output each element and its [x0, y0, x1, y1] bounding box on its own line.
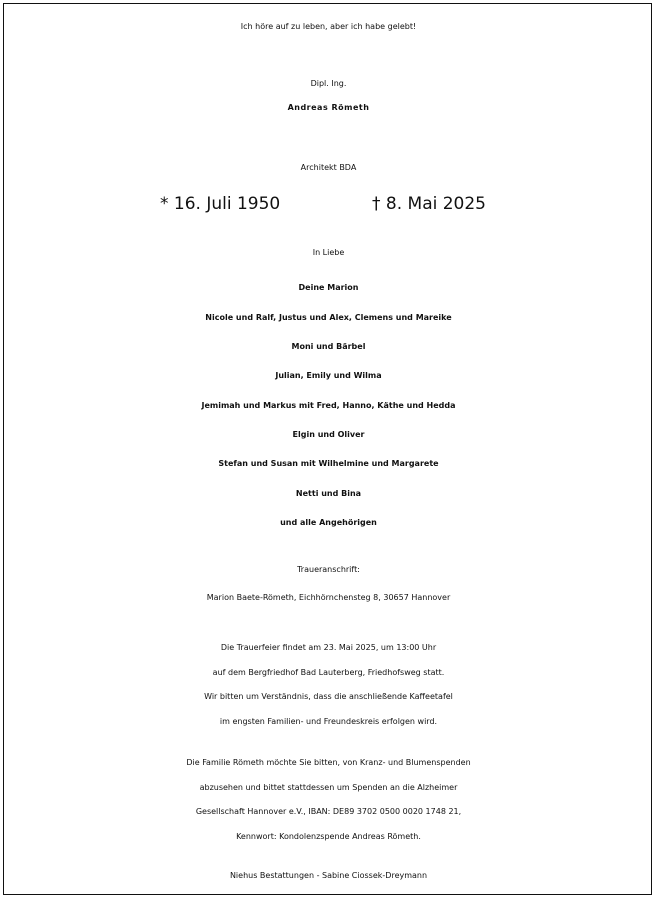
mourner-line: Elgin und Oliver	[292, 430, 365, 439]
donation-line: Gesellschaft Hannover e.V., IBAN: DE89 3702 0500 0020 1748 21,	[195, 807, 462, 816]
ceremony-line: Wir bitten um Verständnis, dass die anschließende Kaffeetafel	[204, 692, 453, 701]
birth-date: * 16. Juli 1950	[160, 194, 281, 214]
death-date: † 8. Mai 2025	[372, 194, 487, 214]
mourner-line: und alle Angehörigen	[280, 518, 377, 527]
academic-title: Dipl. Ing.	[310, 79, 347, 88]
profession: Architekt BDA	[300, 163, 357, 172]
ceremony-line: auf dem Bergfriedhof Bad Lauterberg, Friedhofsweg statt.	[212, 668, 445, 677]
funeral-home-footer: Niehus Bestattungen - Sabine Ciossek-Dreymann	[229, 871, 428, 880]
deceased-name: Andreas Römeth	[287, 103, 370, 112]
ceremony-line: im engsten Familien- und Freundeskreis erfolgen wird.	[219, 717, 438, 726]
address-label: Traueranschrift:	[297, 565, 360, 574]
ceremony-line: Die Trauerfeier findet am 23. Mai 2025, um 13:00 Uhr	[220, 643, 437, 652]
motto: Ich höre auf zu leben, aber ich habe gelebt!	[240, 22, 417, 31]
donation-line: Kennwort: Kondolenzspende Andreas Römeth.	[236, 832, 421, 841]
address-text: Marion Baete-Römeth, Eichhörnchensteg 8, 30657 Hannover	[206, 593, 451, 602]
mourner-line: Netti und Bina	[295, 489, 362, 498]
mourner-line: Stefan und Susan mit Wilhelmine und Margarete	[218, 459, 439, 468]
mourner-line: Julian, Emily und Wilma	[275, 371, 382, 380]
donation-line: abzusehen und bittet stattdessen um Spenden an die Alzheimer	[199, 783, 458, 792]
mourner-line: Moni und Bärbel	[291, 342, 366, 351]
mourner-line: Deine Marion	[298, 283, 359, 292]
mourner-line: Jemimah und Markus mit Fred, Hanno, Käthe und Hedda	[201, 401, 456, 410]
in-love-label: In Liebe	[312, 248, 345, 257]
mourner-line: Nicole und Ralf, Justus und Alex, Clemens und Mareike	[205, 313, 452, 322]
donation-line: Die Familie Römeth möchte Sie bitten, von Kranz- und Blumenspenden	[186, 758, 471, 767]
